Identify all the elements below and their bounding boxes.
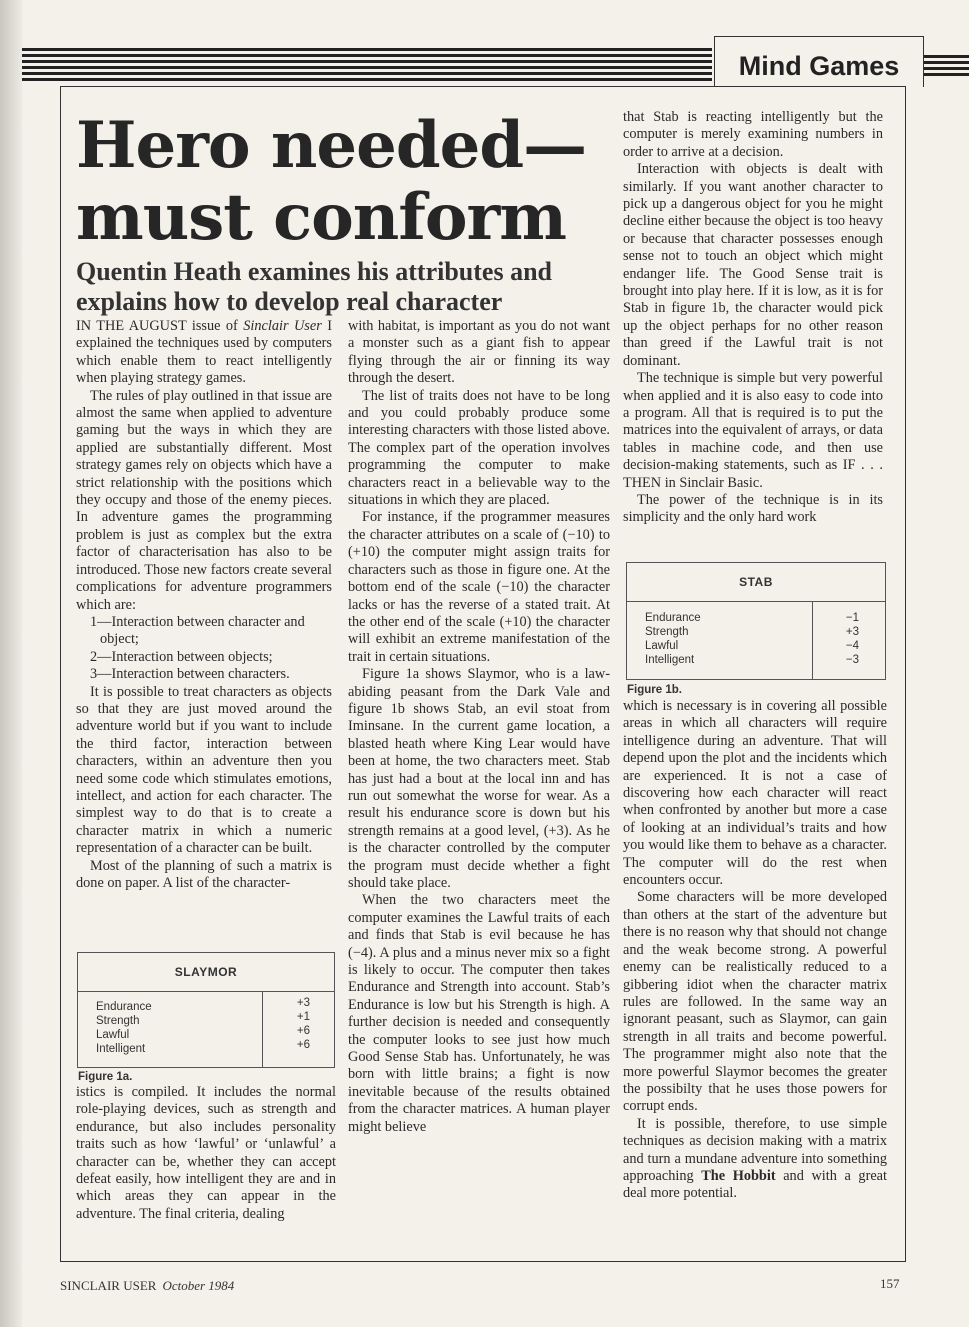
table-row-value: −4 [845, 640, 859, 652]
table-row-value: +6 [296, 1025, 310, 1037]
col1-paragraph-5: istics is compiled. It includes the normal role-playing devices, such as strength and endurance, but also includes personality traits such as how ‘lawful’ or ‘unlawful’ a character can be, whether they can accept defeat easily, how intelligent they are and in which areas they can appear in the adventure. The final criteria, dealing [76, 1084, 336, 1222]
col3-paragraph-7 [623, 1116, 887, 1203]
col3-paragraph-5: which is necessary is in covering all possible areas in which all characters will require intelligence during an adventure. That will depend upon the plot and the incidents which are experienced. It is not a case of discovering how each character will react when confronted by another but more a case of looking at an individual’s traits and how you would like them to behave as a character. The computer will do the rest when encounters occur. [623, 698, 887, 889]
table-row-value: +3 [296, 997, 310, 1009]
table-divider [812, 601, 813, 679]
table-row-label: Intelligent [645, 654, 695, 666]
column-3 [623, 109, 883, 527]
table-title: SLAYMOR [78, 953, 334, 992]
issue-date: October 1984 [162, 1278, 235, 1293]
col1-paragraph-3: It is possible to treat characters as objects so that they are just moved around the adventure world but if you want to include the third factor, interaction between characters, within an adventure then you need some code which stimulates emotions, intellect, and action for each character. The simplest way to do that is to create a character matrix in which a numeric representation of a character can be built. [76, 683, 332, 857]
page-number: 157 [880, 1276, 900, 1291]
table-row-label: Strength [96, 1015, 140, 1027]
list-item-1: 1—Interaction between character and [90, 613, 305, 630]
column-1 [76, 318, 332, 892]
table-divider [262, 991, 263, 1067]
table-row-value: +1 [296, 1011, 310, 1023]
col2-paragraph-2: The list of traits does not have to be long and you could probably produce some interesting characters with those listed above. The complex part of the operation involves programming the computer to make characters react in a believable way to the situations in which they are placed. [348, 387, 610, 509]
table-row-label: Endurance [96, 1001, 152, 1013]
column-2 [348, 318, 610, 1136]
col2-paragraph-3: For instance, if the programmer measures the character attributes on a scale of (−10) to (+10) the computer might assign traits for characters such as those in figure one. At the bottom end of the scale (−10) the character lacks or has the reverse of a stated trait. At the other end of the scale (+10) the character will exhibit an extreme manifestation of the trait in certain situations. [348, 509, 610, 665]
header-rules-left [22, 48, 712, 84]
col2-paragraph-4: Figure 1a shows Slaymor, who is a law-abiding peasant from the Dark Vale and figure 1b shows Stab, an evil stoat from Iminsane. In the current game location, a blasted heath where King Lear would have been at home, the two characters meet. Stab has just had a bout at the local inn and has run out somewhat the worse for wear. As a result his endurance score is down but his strength remains at a good level, (+3). As he is the character controlled by the computer the program must decide whether a fight should take place. [348, 666, 610, 891]
col3-paragraph-4: The power of the technique is in its simplicity and the only hard work [623, 491, 883, 526]
figure-1b-table [626, 562, 886, 680]
table-row-label: Strength [645, 626, 689, 638]
col3-paragraph-1: that Stab is reacting intelligently but the computer is merely examining numbers in order to arrive at a decision. [623, 109, 883, 160]
text: It is possible, therefore, to use simple techniques as decision making with a matrix and turn a mundane adventure into something approaching [623, 1115, 887, 1184]
book-title-bold: The Hobbit [701, 1167, 776, 1184]
table-row-value: +6 [296, 1039, 310, 1051]
table-row-value: −1 [845, 612, 859, 624]
text: and with a great deal more potential. [623, 1167, 887, 1202]
table-row-value: +3 [845, 626, 859, 638]
list-item-3: 3—Interaction between characters. [90, 666, 290, 683]
col1-paragraph-1 [76, 318, 332, 388]
magazine-title-italic: Sinclair User [243, 318, 322, 334]
col3-paragraph-3: The technique is simple but very powerful when applied and it is also easy to code into a program. All that is required is to put the matrices into the equivalent of arrays, or data tables in machine code, and then use decision-making statements, such as IF . . . THEN in Sinclair Basic. [623, 370, 883, 491]
magazine-name: SINCLAIR USER [60, 1278, 157, 1293]
column-1-continued [76, 1084, 336, 1223]
col1-paragraph-4: Most of the planning of such a matrix is done on paper. A list of the character- [76, 857, 332, 891]
column-3-continued [623, 698, 887, 1203]
section-tab: Mind Games [714, 36, 924, 87]
header-rules-right [924, 55, 969, 79]
table-row-label: Intelligent [96, 1043, 146, 1055]
figure-1b-caption: Figure 1b. [627, 684, 682, 696]
figure-1a-table [77, 952, 335, 1068]
headline: Hero needed— must conform [76, 108, 587, 255]
table-title: STAB [627, 563, 885, 602]
figure-1a-caption: Figure 1a. [78, 1071, 133, 1083]
text: IN THE AUGUST issue of [76, 318, 244, 334]
page-spine-shadow [0, 0, 22, 1327]
col1-paragraph-2: The rules of play outlined in that issue are almost the same when applied to adventure gaming but the ways in which they are applied are substantially different. Most strategy games rely on objects which have a strict relationship with the positions which they occupy and those of the enemy pieces. In adventure games the programming problem is just as complex but the extra factor of characterisation has also to be introduced. Those new factors create several complications for adventure programmers which are: [76, 387, 332, 613]
col2-paragraph-1: with habitat, is important as you do not want a monster such as a giant fish to appear flying through the air or finning its way through the desert. [348, 318, 610, 387]
table-row-value: −3 [845, 654, 859, 666]
col3-paragraph-6: Some characters will be more developed than others at the start of the adventure but there is no reason why that should not change and the weak become strong. A powerful enemy can be realistically reduced to a gibbering idiot when the character matrix rules are followed. In the same way an ignorant peasant, such as Slaymor, can gain strength in all traits and become powerful. The programmer might also note that the more powerful Slaymor becomes the greater the possibilty that he uses those powers for corrupt ends. [623, 889, 887, 1115]
col3-paragraph-2: Interaction with objects is dealt with similarly. If you want another character to pick up a dangerous object for you he might decline either because the object is too heavy or because that character possesses enough sense not to touch an object which might endanger life. The Good Sense trait is brought into play here. If it is low, as it is for Stab in figure 1b, the character would pick up the object perhaps for no other reason than greed if the Lawful trait is not dominant. [623, 161, 883, 369]
col2-paragraph-5: When the two characters meet the computer examines the Lawful traits of each and finds that Stab is evil because he has (−4). A plus and a minus never mix so a fight is likely to occur. The computer then takes Endurance and Strength into account. Stab’s Endurance is low but his Strength is high. A further decision is needed and consequently the computer looks to see just how much Good Sense Stab has. Unfortunately, he was born with little brains; a fight is now inevitable because of the results obtained from the character matrices. A human player might believe [348, 892, 610, 1135]
text: I explained the techniques used by computers which enable them to react intelligently when playing strategy games. [76, 318, 332, 387]
table-row-label: Endurance [645, 612, 701, 624]
table-row-label: Lawful [96, 1029, 130, 1041]
list-item-2: 2—Interaction between objects; [90, 648, 273, 665]
list-item-1-cont: object; [100, 631, 139, 648]
standfirst: Quentin Heath examines his attributes and explains how to develop real character [76, 257, 552, 316]
footer-credit [60, 1278, 234, 1294]
table-row-label: Lawful [645, 640, 679, 652]
